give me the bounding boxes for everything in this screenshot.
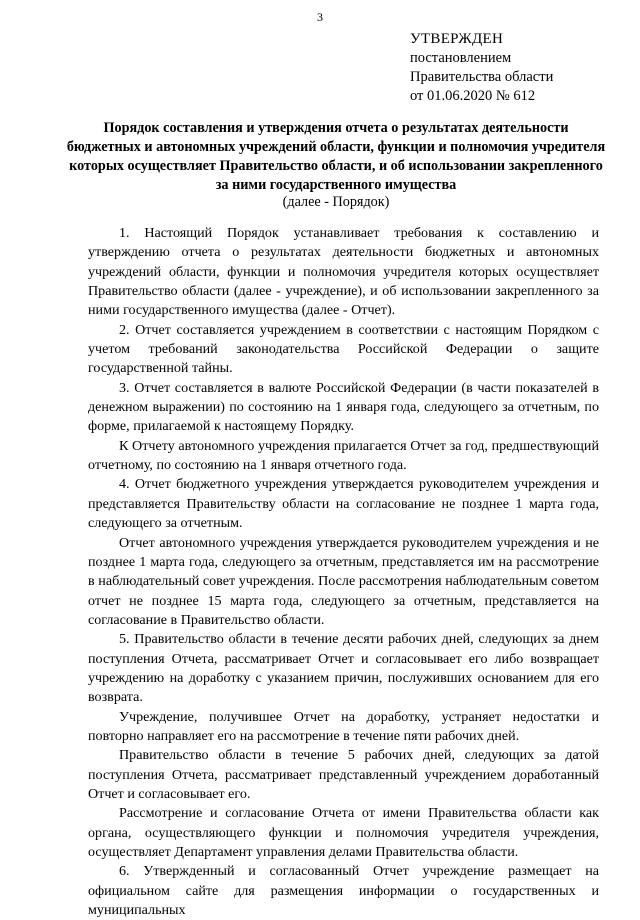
approval-line-1: постановлением	[410, 50, 512, 66]
approval-title: УТВЕРЖДЕН	[410, 31, 504, 47]
paragraph-3: 3. Отчет составляется в валюте Российской Федерации (в части показателей в денежном выражении) по состоянию на 1 января года, следующего за отчетным, по форме, прилагаемой к настоящему Порядку.	[88, 379, 599, 435]
paragraph-4: К Отчету автономного учреждения прилагается Отчет за год, предшествующий отчетному, по состоянию на 1 января отчетного года.	[88, 437, 599, 474]
paragraph-6: Отчет автономного учреждения утверждается руководителем учреждения и не позднее 1 марта года, следующего за отчетным, представляется им на рассмотрение в наблюдательный совет учреждения. После рассмотрения наблюдательным советом отчет не позднее 15 марта года, следующего за отчетным, представляется на согласование в Правительство области.	[88, 534, 599, 628]
paragraph-7: 5. Правительство области в течение десяти рабочих дней, следующих за днем поступления Отчета, рассматривает Отчет и согласовывает его либо возвращает учреждению на доработку с указанием причин, послуживших основанием для его возврата.	[88, 631, 599, 706]
paragraph-9: Правительство области в течение 5 рабочих дней, следующих за датой поступления Отчета, рассматривает представленный учреждением доработанный Отчет и согласовывает его.	[88, 747, 599, 802]
page-number: 3	[317, 10, 323, 24]
paragraph-10: Рассмотрение и согласование Отчета от имени Правительства области как органа, осуществляющего функции и полномочия учредителя учреждения, осуществляет Департамент управления делами Правительства области.	[88, 805, 599, 860]
paragraph-2: 2. Отчет составляется учреждением в соответствии с настоящим Порядком с учетом требований законодательства Российской Федерации о защите государственной тайны.	[88, 321, 599, 377]
paragraph-11: 6. Утвержденный и согласованный Отчет учреждение размещает на официальном сайте для размещения информации о государственных и муниципальных	[88, 863, 599, 919]
paragraph-5: 4. Отчет бюджетного учреждения утверждается руководителем учреждения и представляется Правительству области на согласование не позднее 1 марта года, следующего за отчетным.	[88, 476, 599, 532]
approval-block	[410, 30, 553, 106]
paragraph-1: 1. Настоящий Порядок устанавливает требования к составлению и утверждению отчета о результатах деятельности бюджетных и автономных учреждений области, функции и полномочия учредителя которых осуществляет Правительство области (далее - учреждение), и об использовании закрепленного за ними государственного имущества (далее - Отчет).	[88, 225, 599, 319]
approval-line-2: Правительства области	[410, 69, 554, 85]
document-subtitle: (далее - Порядок)	[282, 194, 390, 210]
approval-line-3: от 01.06.2020 № 612	[410, 88, 536, 104]
paragraph-8: Учреждение, получившее Отчет на доработку, устраняет недостатки и повторно направляет его на рассмотрение в течение пяти рабочих дней.	[88, 708, 599, 744]
document-body	[88, 224, 599, 920]
document-title: Порядок составления и утверждения отчета о результатах деятельности бюджетных и автономных учреждений области, функции и полномочия учредителя которых осуществляет Правительство области, и об использовании закрепленного за ними государственного имущества	[66, 120, 606, 193]
